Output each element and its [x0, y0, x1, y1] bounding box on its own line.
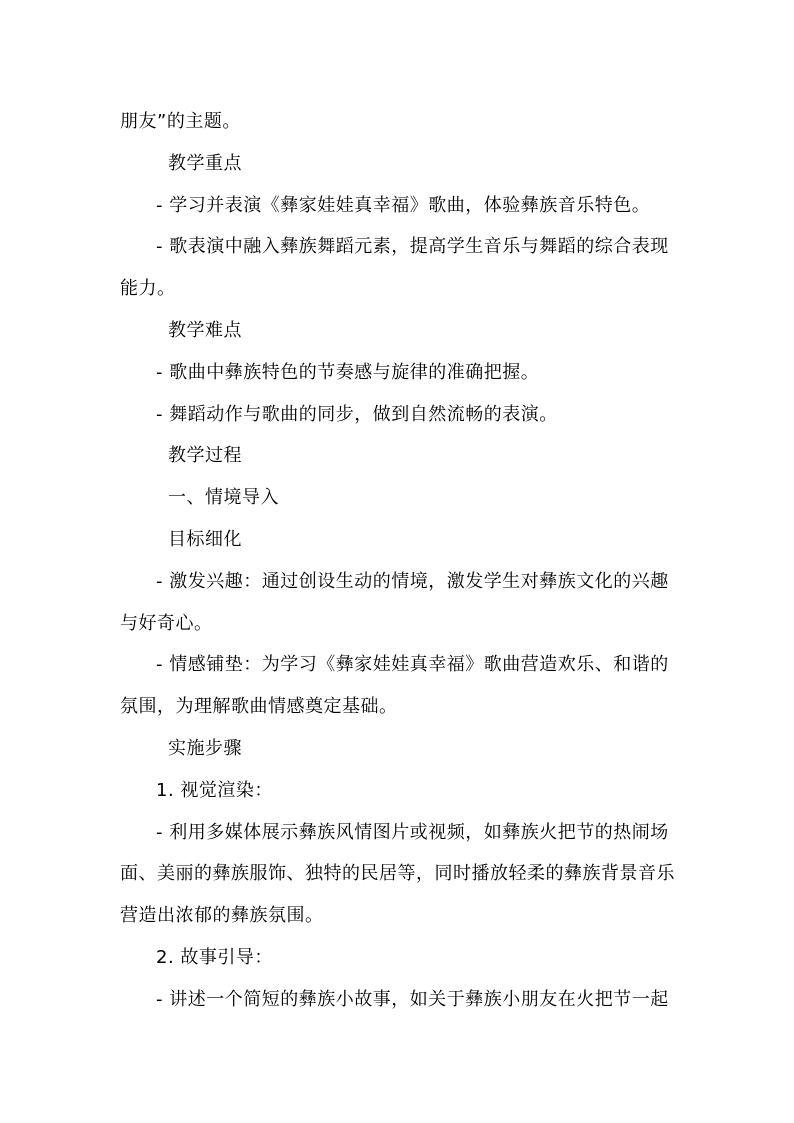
subheading-goal-refinement: 目标细化	[168, 528, 242, 550]
subheading-implementation-steps: 实施步骤	[168, 737, 242, 759]
numbered-step-2: 2. 故事引导：	[156, 946, 273, 968]
section-heading-teaching-focus: 教学重点	[168, 152, 242, 174]
bullet-line-goal-2: - 情感铺垫：为学习《彝家娃娃真幸福》歌曲营造欢乐、和谐的	[156, 654, 669, 676]
subsection-heading-situation-intro: 一、情境导入	[168, 487, 279, 509]
bullet-line-focus-1: - 学习并表演《彝家娃娃真幸福》歌曲，体验彝族音乐特色。	[156, 194, 651, 216]
bullet-line-difficulty-1: - 歌曲中彝族特色的节奏感与旋律的准确把握。	[156, 361, 540, 383]
document-body	[120, 101, 680, 1021]
text-line-continuation-2: 与好奇心。	[120, 612, 213, 634]
text-line-continuation-4: 面、美丽的彝族服饰、独特的民居等，同时播放轻柔的彝族背景音乐	[120, 863, 675, 885]
text-line-1: 朋友”的主题。	[120, 111, 241, 132]
bullet-line-focus-2: - 歌表演中融入彝族舞蹈元素，提高学生音乐与舞蹈的综合表现	[156, 236, 669, 258]
text-line-continuation-1: 能力。	[120, 278, 176, 300]
bullet-line-goal-1: - 激发兴趣：通过创设生动的情境，激发学生对彝族文化的兴趣	[156, 570, 669, 592]
text-line-continuation-3: 氛围，为理解歌曲情感奠定基础。	[120, 696, 398, 718]
bullet-line-difficulty-2: - 舞蹈动作与歌曲的同步，做到自然流畅的表演。	[156, 403, 558, 425]
section-heading-teaching-process: 教学过程	[168, 445, 242, 467]
bullet-line-step-1: - 利用多媒体展示彝族风情图片或视频，如彝族火把节的热闹场	[156, 821, 669, 843]
bullet-line-step-2: - 讲述一个简短的彝族小故事，如关于彝族小朋友在火把节一起	[156, 988, 669, 1010]
text-line-continuation-5: 营造出浓郁的彝族氛围。	[120, 905, 324, 927]
section-heading-teaching-difficulty: 教学难点	[168, 319, 242, 341]
numbered-step-1: 1. 视觉渲染：	[156, 779, 273, 801]
